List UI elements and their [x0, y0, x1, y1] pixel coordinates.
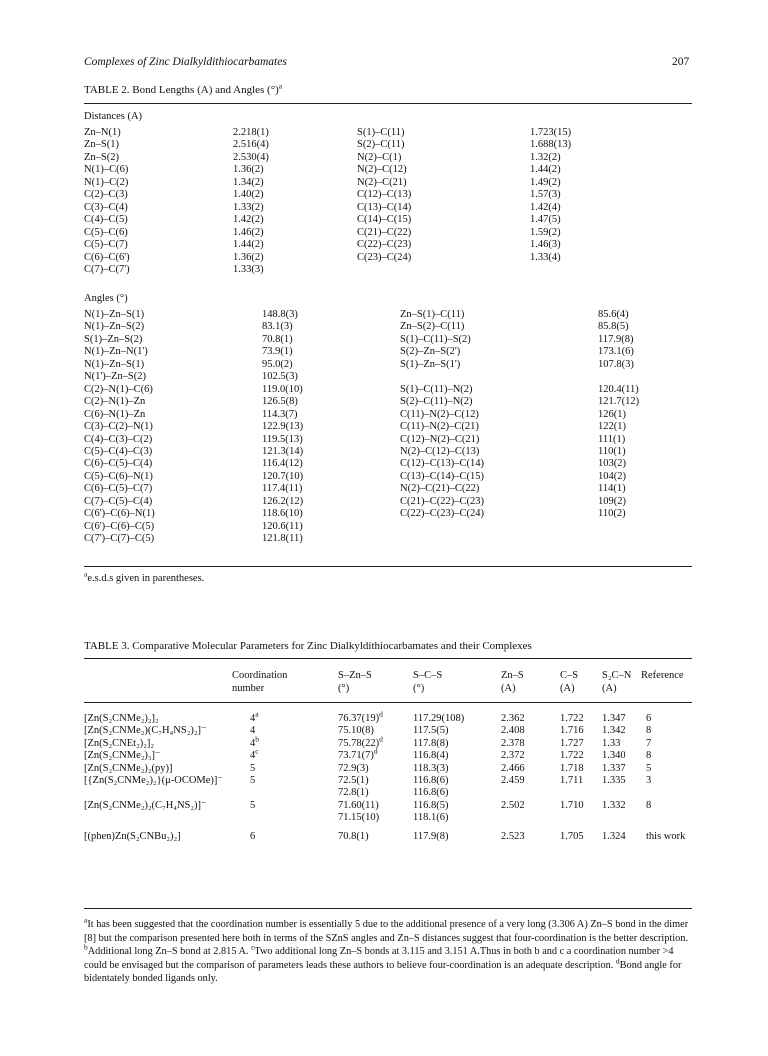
- angles-cell: 119.0(10): [262, 383, 303, 395]
- t3-zns: 2.459: [501, 775, 525, 786]
- angles-row: [0, 409, 768, 421]
- angles-cell: N(1)–Zn–S(2): [84, 321, 145, 333]
- t3-scs: 118.3(3): [413, 762, 449, 774]
- distances-cell: 2.218(1): [233, 127, 269, 138]
- angles-cell: C(6)–C(5)–C(7): [84, 483, 153, 495]
- t3-s2cn: 1.335: [602, 775, 626, 786]
- distances-cell: N(2)–C(1): [357, 151, 402, 163]
- t3-cn: 6: [250, 830, 256, 842]
- angles-cell: 114(1): [598, 483, 626, 495]
- t3-s2cn: 1.347: [602, 713, 626, 724]
- t3-szns: 70.8(1): [338, 830, 369, 842]
- angles-cell: 173.1(6): [598, 346, 634, 358]
- angles-cell: N(2)–C(12)–C(13): [400, 445, 480, 457]
- angles-cell: 85.6(4): [598, 309, 629, 320]
- distances-cell: 1.34(2): [233, 176, 264, 188]
- angles-cell: S(1)–Zn–S(1'): [400, 358, 461, 370]
- t3-scs: 116.8(4): [413, 750, 449, 762]
- table3-top-rule: [84, 658, 692, 659]
- angles-cell: S(2)–C(11)–N(2): [400, 396, 473, 408]
- angles-cell: 109(2): [598, 495, 626, 507]
- t3-cn-mark: b: [255, 734, 259, 744]
- t3-cs: 1.722: [560, 750, 584, 762]
- angles-cell: 70.8(1): [262, 333, 293, 345]
- t3-column-header: Coordination number: [232, 670, 288, 694]
- t3-compound: [Zn(S₂CNMe₂)₂(C₇H₄NS₂)]⁻: [84, 799, 207, 811]
- angles-cell: 121.7(12): [598, 396, 640, 408]
- table2-caption: [84, 81, 283, 96]
- t3-cs: 1.727: [560, 737, 584, 749]
- distances-cell: C(5)–C(7): [84, 239, 128, 251]
- t3-szns: 72.5(1): [338, 775, 369, 786]
- distances-cell: N(2)–C(21): [357, 176, 407, 188]
- t3-row: [0, 800, 768, 812]
- angles-row: [0, 508, 768, 520]
- t3-cn-mark: a: [255, 709, 259, 719]
- angles-cell: S(2)–Zn–S(2'): [400, 346, 461, 358]
- t3-cn: 5: [250, 799, 256, 811]
- page-number: 207: [672, 56, 690, 68]
- t3-note-text: Two additional long Zn–S bonds at 3.115 and 3.151 A.Thus in both b and c a coordination number >4 could be envisaged but the comparison of parameters leads these authors to believe four-coordination is an adequate description.: [84, 946, 674, 971]
- t3-szns: 72.8(1): [338, 787, 369, 799]
- angles-row: [0, 346, 768, 358]
- distances-row: [0, 214, 768, 226]
- angles-cell: 107.8(3): [598, 358, 634, 370]
- distances-cell: Zn–S(1): [84, 139, 119, 151]
- distances-cell: Zn–N(1): [84, 127, 121, 138]
- distances-row: [0, 177, 768, 189]
- angles-row: [0, 471, 768, 483]
- table2-caption-text: TABLE 2. Bond Lengths (A) and Angles (°): [84, 84, 279, 96]
- distances-cell: 1.36(2): [233, 251, 264, 263]
- angles-cell: C(5)–C(6)–N(1): [84, 470, 153, 482]
- table3-caption: TABLE 3. Comparative Molecular Parameters for Zinc Dialkyldithiocarbamates and their Complexes: [84, 640, 532, 652]
- distances-cell: 2.516(4): [233, 139, 269, 151]
- distances-row: [0, 252, 768, 264]
- distances-row: [0, 139, 768, 151]
- t3-zns: 2.362: [501, 713, 525, 724]
- t3-note-mark: b: [84, 942, 88, 952]
- t3-note-text: Bond angle for bidentately bonded ligands only.: [84, 959, 682, 984]
- distances-cell: C(23)–C(24): [357, 251, 412, 263]
- t3-zns: 2.466: [501, 762, 525, 774]
- t3-s2cn: 1.33: [602, 737, 621, 749]
- angles-cell: Zn–S(1)–C(11): [400, 309, 465, 320]
- t3-cn-mark: c: [255, 746, 259, 756]
- t3-scs: 117.8(8): [413, 737, 449, 749]
- t3-compound: [Zn(S₂CNMe₂)₂(py)]: [84, 762, 173, 774]
- t3-compound: [(phen)Zn(S₂CNBu₂)₂]: [84, 830, 181, 842]
- distances-cell: S(2)–C(11): [357, 139, 405, 151]
- t3-cn: 4$^c$: [250, 746, 259, 762]
- t3-ref: 6: [646, 713, 652, 724]
- angles-cell: 102.5(3): [262, 371, 298, 383]
- angles-cell: Zn–S(2)–C(11): [400, 321, 465, 333]
- t3-scs: 116.8(6): [413, 775, 449, 786]
- t3-s2cn: 1.337: [602, 762, 626, 774]
- distances-cell: 1.46(2): [233, 226, 264, 238]
- t3-column-header: Reference: [641, 670, 684, 681]
- t3-ref: 7: [646, 737, 652, 749]
- t3-compound: [Zn(S₂CNMe₂)₃]⁻: [84, 750, 161, 762]
- t3-szns-mark: d: [379, 709, 383, 719]
- angles-cell: S(1)–Zn–S(2): [84, 333, 143, 345]
- distances-cell: C(14)–C(15): [357, 214, 412, 226]
- table2-caption-mark: a: [278, 81, 283, 91]
- table3-header-rule: [84, 702, 692, 703]
- angles-cell: 121.3(14): [262, 445, 304, 457]
- distances-cell: Zn–S(2): [84, 151, 119, 163]
- angles-row: [0, 309, 768, 321]
- angles-cell: 117.4(11): [262, 483, 303, 495]
- angles-cell: C(12)–N(2)–C(21): [400, 433, 480, 445]
- distances-row: [0, 189, 768, 201]
- t3-szns: 71.15(10): [338, 812, 380, 824]
- angles-cell: 117.9(8): [598, 333, 634, 345]
- distances-row: [0, 227, 768, 239]
- t3-cs: 1.716: [560, 725, 584, 737]
- t3-scs: 118.1(6): [413, 812, 449, 824]
- distances-cell: 1.40(2): [233, 189, 264, 201]
- t3-compound: [Zn(S₂CNMe₂)₂]₂: [84, 713, 159, 724]
- t3-s2cn: 1.342: [602, 725, 626, 737]
- t3-cn: 4: [250, 725, 256, 737]
- distances-row: [0, 164, 768, 176]
- t3-scs: 117.5(5): [413, 725, 449, 737]
- angles-cell: 110(1): [598, 445, 626, 457]
- table2-footnote-text: e.s.d.s given in parentheses.: [87, 573, 205, 584]
- t3-row: [0, 763, 768, 775]
- t3-row: [0, 725, 768, 737]
- t3-column-header: Zn–S (A): [501, 670, 524, 694]
- distances-cell: C(21)–C(22): [357, 226, 412, 238]
- distances-cell: C(6)–C(6'): [84, 251, 130, 263]
- angles-row: [0, 371, 768, 383]
- angles-cell: N(1)–Zn–S(1): [84, 358, 145, 370]
- angles-cell: 118.6(10): [262, 508, 303, 520]
- t3-cn: 5: [250, 762, 256, 774]
- distances-cell: 1.59(2): [530, 226, 561, 238]
- distances-cell: 1.688(13): [530, 139, 572, 151]
- distances-cell: 1.33(2): [233, 201, 264, 213]
- t3-szns-mark: d: [379, 734, 383, 744]
- t3-row: [0, 746, 768, 762]
- angles-cell: N(1)–Zn–N(1'): [84, 346, 148, 358]
- distances-cell: N(2)–C(12): [357, 164, 407, 176]
- t3-cs: 1.711: [560, 775, 584, 786]
- distances-cell: 1.44(2): [530, 164, 561, 176]
- table2-footnote-mark: a: [84, 569, 88, 579]
- distances-cell: C(5)–C(6): [84, 226, 128, 238]
- angles-cell: C(5)–C(4)–C(3): [84, 445, 153, 457]
- angles-row: [0, 496, 768, 508]
- distances-row: [0, 239, 768, 251]
- t3-ref: 8: [646, 750, 652, 762]
- angles-cell: 126(1): [598, 408, 626, 420]
- t3-column-header: S–C–S (°): [413, 670, 443, 694]
- t3-scs: 117.29(108): [413, 713, 465, 724]
- angles-cell: 114.3(7): [262, 408, 298, 420]
- angles-cell: 111(1): [598, 433, 626, 445]
- angles-row: [0, 359, 768, 371]
- angles-cell: C(21)–C(22)–C(23): [400, 495, 484, 507]
- t3-column-header: C–S (A): [560, 670, 579, 694]
- distances-cell: 1.49(2): [530, 176, 561, 188]
- t3-s2cn: 1.340: [602, 750, 626, 762]
- t3-szns: $76.37(19)^d$: [338, 709, 383, 724]
- angles-cell: 126.2(12): [262, 495, 304, 507]
- distances-cell: 1.42(4): [530, 201, 561, 213]
- t3-row: [0, 787, 768, 799]
- t3-szns: 71.60(11): [338, 799, 379, 811]
- t3-ref: 3: [646, 775, 652, 786]
- angles-cell: 126.5(8): [262, 396, 298, 408]
- t3-zns: 2.502: [501, 799, 525, 811]
- angles-row: [0, 384, 768, 396]
- table3-bottom-rule: [84, 908, 692, 909]
- angles-row: [0, 321, 768, 333]
- angles-row: [0, 533, 768, 545]
- distances-row: [0, 202, 768, 214]
- angles-cell: C(7')–C(7)–C(5): [84, 533, 155, 545]
- t3-szns: 75.10(8): [338, 725, 374, 737]
- distances-cell: 1.47(5): [530, 214, 561, 226]
- t3-row: [0, 775, 768, 787]
- t3-scs: 116.8(6): [413, 787, 449, 799]
- angles-cell: C(2)–N(1)–C(6): [84, 383, 153, 395]
- t3-cn: 4$^a$: [250, 709, 259, 724]
- angles-cell: C(22)–C(23)–C(24): [400, 508, 484, 520]
- distances-cell: N(1)–C(6): [84, 164, 129, 176]
- angles-row: [0, 521, 768, 533]
- distances-cell: N(1)–C(2): [84, 176, 129, 188]
- t3-note-mark: d: [615, 956, 620, 966]
- t3-cs: 1.722: [560, 713, 584, 724]
- t3-note-text: It has been suggested that the coordination number is essentially 5 due to the additional presence of a very long (3.306 A) Zn–S bond in the dimer [8] but the comparison presented here both in terms of the SZnS angles and Zn–S distances suggest that four-coordination is the better description.: [84, 919, 689, 944]
- angles-cell: 119.5(13): [262, 433, 303, 445]
- table2-top-rule: [84, 103, 692, 104]
- angles-cell: C(13)–C(14)–C(15): [400, 470, 484, 482]
- angles-row: [0, 396, 768, 408]
- distances-cell: 1.33(4): [530, 251, 561, 263]
- t3-cs: 1.710: [560, 799, 584, 811]
- distances-cell: 1.44(2): [233, 239, 264, 251]
- distances-cell: C(2)–C(3): [84, 189, 128, 201]
- angles-row: [0, 434, 768, 446]
- distances-cell: 1.42(2): [233, 214, 264, 226]
- t3-row: [0, 831, 768, 843]
- t3-cs: 1.718: [560, 762, 584, 774]
- t3-compound: [Zn(S₂CNMe₂)(C₇H₄NS₂)₂]⁻: [84, 725, 207, 737]
- angles-cell: 120.4(11): [598, 383, 639, 395]
- distances-cell: C(12)–C(13): [357, 189, 412, 201]
- angles-cell: N(1)–Zn–S(1): [84, 309, 145, 320]
- angles-cell: C(11)–N(2)–C(21): [400, 421, 479, 433]
- distances-row: [0, 264, 768, 276]
- angles-cell: N(2)–C(21)–C(22): [400, 483, 480, 495]
- t3-row: [0, 734, 768, 750]
- angles-cell: S(1)–C(11)–S(2): [400, 333, 471, 345]
- angles-cell: C(6)–C(5)–C(4): [84, 458, 153, 470]
- t3-note-mark: a: [84, 915, 88, 925]
- distances-cell: C(13)–C(14): [357, 201, 412, 213]
- t3-compound: [{Zn(S₂CNMe₂)₂}(μ-OCOMe)]⁻: [84, 775, 223, 786]
- table3-notes: [84, 915, 692, 986]
- angles-cell: 104(2): [598, 470, 626, 482]
- distances-cell: S(1)–C(11): [357, 127, 405, 138]
- angles-row: [0, 483, 768, 495]
- distances-cell: 2.530(4): [233, 151, 269, 163]
- table2-bottom-rule: [84, 566, 692, 567]
- t3-cn: 5: [250, 775, 256, 786]
- t3-compound: [Zn(S₂CNEt₂)₂]₂: [84, 737, 155, 749]
- distances-cell: C(4)–C(5): [84, 214, 128, 226]
- t3-scs: 116.8(5): [413, 799, 449, 811]
- angles-cell: 120.6(11): [262, 520, 303, 532]
- distances-cell: 1.46(3): [530, 239, 561, 251]
- t3-zns: 2.378: [501, 737, 525, 749]
- t3-row: [0, 709, 768, 725]
- t3-s2cn: 1.324: [602, 830, 626, 842]
- angles-cell: C(7)–C(5)–C(4): [84, 495, 153, 507]
- angles-cell: C(6')–C(6)–C(5): [84, 520, 155, 532]
- t3-ref: this work: [646, 830, 686, 842]
- angles-row: [0, 446, 768, 458]
- distances-cell: 1.36(2): [233, 164, 264, 176]
- t3-ref: 8: [646, 799, 652, 811]
- angles-cell: C(3)–C(2)–N(1): [84, 421, 153, 433]
- t3-column-header: S₂C–N (A): [602, 670, 632, 694]
- t3-cn: 4$^b$: [250, 734, 259, 749]
- angles-heading: Angles (°): [84, 293, 128, 304]
- angles-cell: 103(2): [598, 458, 626, 470]
- distances-heading: Distances (A): [84, 111, 143, 122]
- t3-zns: 2.372: [501, 750, 525, 762]
- angles-cell: S(1)–C(11)–N(2): [400, 383, 473, 395]
- angles-cell: 122(1): [598, 421, 626, 433]
- angles-cell: 120.7(10): [262, 470, 304, 482]
- angles-cell: C(11)–N(2)–C(12): [400, 408, 479, 420]
- distances-cell: C(7)–C(7'): [84, 263, 130, 275]
- angles-cell: 122.9(13): [262, 421, 304, 433]
- running-head: Complexes of Zinc Dialkyldithiocarbamates: [84, 56, 287, 68]
- t3-note-mark: c: [251, 942, 255, 952]
- distances-row: [0, 127, 768, 139]
- t3-cs: 1.705: [560, 830, 584, 842]
- angles-cell: 110(2): [598, 508, 626, 520]
- angles-cell: 148.8(3): [262, 309, 298, 320]
- distances-cell: 1.57(3): [530, 189, 561, 201]
- t3-s2cn: 1.332: [602, 799, 626, 811]
- angles-cell: C(4)–C(3)–C(2): [84, 433, 153, 445]
- angles-cell: 85.8(5): [598, 321, 629, 333]
- angles-row: [0, 421, 768, 433]
- angles-cell: C(6')–C(6)–N(1): [84, 508, 155, 520]
- angles-cell: N(1')–Zn–S(2): [84, 371, 146, 383]
- angles-row: [0, 458, 768, 470]
- angles-cell: 121.8(11): [262, 533, 303, 545]
- angles-row: [0, 334, 768, 346]
- distances-cell: C(3)–C(4): [84, 201, 128, 213]
- angles-cell: C(6)–N(1)–Zn: [84, 408, 146, 420]
- t3-scs: 117.9(8): [413, 830, 449, 842]
- angles-cell: 73.9(1): [262, 346, 293, 358]
- angles-cell: C(2)–N(1)–Zn: [84, 396, 146, 408]
- angles-cell: 95.0(2): [262, 358, 293, 370]
- distances-cell: C(22)–C(23): [357, 239, 412, 251]
- distances-cell: 1.33(3): [233, 263, 264, 275]
- angles-cell: 116.4(12): [262, 458, 303, 470]
- t3-ref: 5: [646, 762, 652, 774]
- t3-row: [0, 812, 768, 824]
- distances-row: [0, 152, 768, 164]
- t3-ref: 8: [646, 725, 652, 737]
- angles-cell: 83.1(3): [262, 321, 293, 333]
- t3-zns: 2.523: [501, 830, 525, 842]
- t3-szns: $73.71(7)^d$: [338, 746, 378, 762]
- distances-cell: 1.723(15): [530, 127, 572, 138]
- t3-zns: 2.408: [501, 725, 525, 737]
- distances-cell: 1.32(2): [530, 151, 561, 163]
- angles-cell: C(12)–C(13)–C(14): [400, 458, 484, 470]
- t3-column-header: S–Zn–S (°): [338, 670, 372, 694]
- t3-szns: 72.9(3): [338, 762, 369, 774]
- t3-szns: $75.78(22)^d$: [338, 734, 383, 749]
- t3-szns-mark: d: [373, 746, 378, 756]
- t3-note-text: Additional long Zn–S bond at 2.815 A.: [87, 946, 249, 957]
- table2-footnote: [84, 569, 205, 584]
